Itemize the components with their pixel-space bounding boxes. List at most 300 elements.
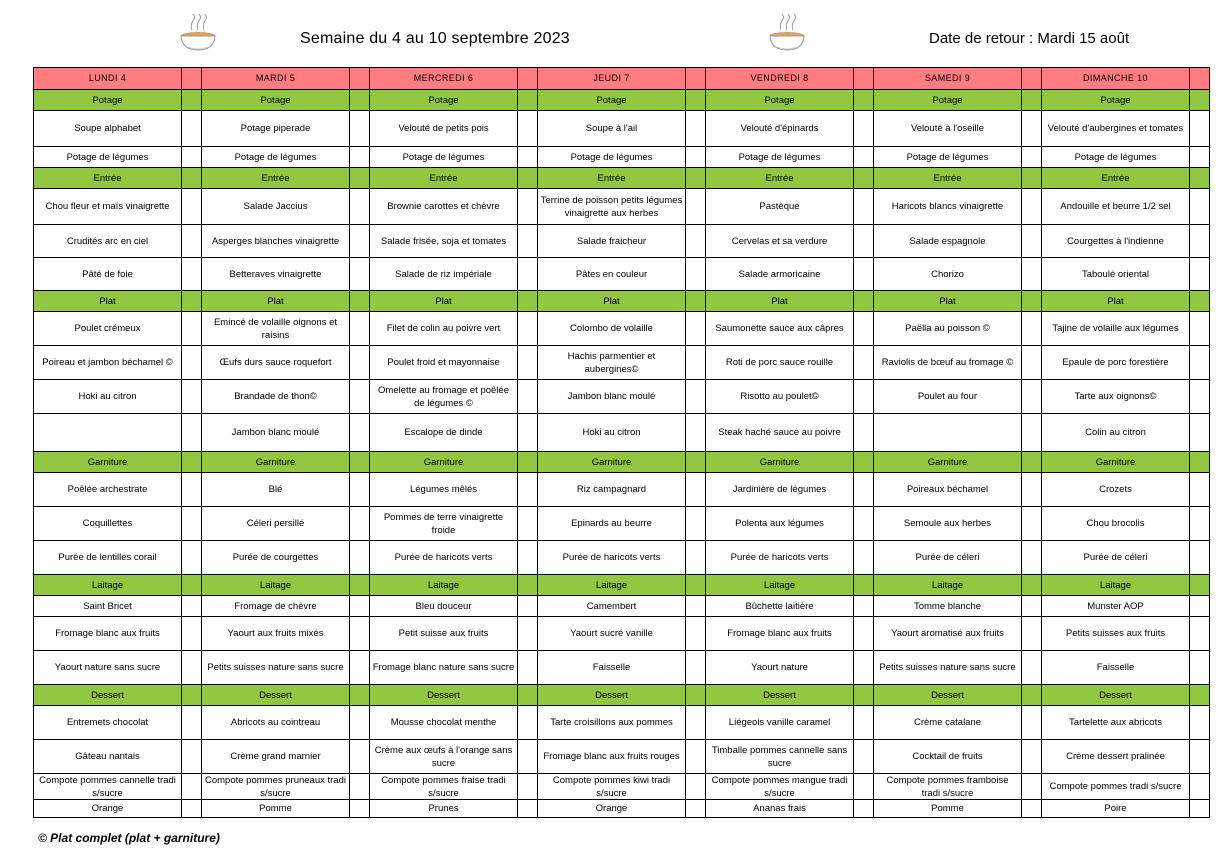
day-header-box	[854, 68, 874, 90]
menu-item-dessert: Tarte croisillons aux pommes	[538, 706, 686, 740]
category-header-garniture: Garniture	[370, 452, 518, 473]
check-box	[854, 346, 874, 380]
check-box	[1022, 740, 1042, 774]
menu-item-dessert: Tartelette aux abricots	[1042, 706, 1190, 740]
check-box	[518, 147, 538, 168]
check-box	[518, 312, 538, 346]
menu-item-dessert: Pomme	[874, 800, 1022, 818]
category-header-plat: Plat	[202, 291, 350, 312]
menu-item-dessert: Pomme	[202, 800, 350, 818]
check-box	[350, 617, 370, 651]
category-header-box	[182, 685, 202, 706]
menu-item-garniture: Crozets	[1042, 473, 1190, 507]
category-header-dessert: Dessert	[1042, 685, 1190, 706]
category-header-garniture: Garniture	[202, 452, 350, 473]
check-box	[1190, 800, 1210, 818]
day-header: SAMEDI 9	[874, 68, 1022, 90]
category-header-garniture: Garniture	[1042, 452, 1190, 473]
category-header-box	[182, 452, 202, 473]
check-box	[350, 312, 370, 346]
check-box	[686, 774, 706, 800]
menu-table	[33, 67, 1210, 818]
menu-item-plat: Colin au citron	[1042, 414, 1190, 452]
menu-item-garniture: Purée de haricots verts	[706, 541, 854, 575]
menu-item-garniture: Jardinière de légumes	[706, 473, 854, 507]
day-header: JEUDI 7	[538, 68, 686, 90]
day-header-box	[518, 68, 538, 90]
menu-item-dessert: Crème aux œufs à l'orange sans sucre	[370, 740, 518, 774]
menu-item-laitage: Fromage de chèvre	[202, 596, 350, 617]
check-box	[1190, 414, 1210, 452]
check-box	[1190, 651, 1210, 685]
check-box	[350, 541, 370, 575]
category-header-garniture: Garniture	[538, 452, 686, 473]
menu-item-plat: Hachis parmentier et aubergines©	[538, 346, 686, 380]
check-box	[518, 225, 538, 258]
category-header-box	[1190, 291, 1210, 312]
check-box	[182, 189, 202, 225]
category-header-dessert: Dessert	[706, 685, 854, 706]
check-box	[686, 473, 706, 507]
soup-bowl-icon	[767, 14, 807, 54]
menu-item-garniture: Purée de courgettes	[202, 541, 350, 575]
category-header-box	[1022, 685, 1042, 706]
check-box	[182, 706, 202, 740]
check-box	[1190, 740, 1210, 774]
check-box	[1190, 541, 1210, 575]
check-box	[518, 800, 538, 818]
check-box	[854, 507, 874, 541]
check-box	[686, 258, 706, 291]
check-box	[182, 507, 202, 541]
check-box	[854, 312, 874, 346]
check-box	[1190, 346, 1210, 380]
menu-item-potage: Velouté de petits pois	[370, 111, 518, 147]
check-box	[350, 706, 370, 740]
check-box	[518, 706, 538, 740]
check-box	[1190, 473, 1210, 507]
category-header-box	[686, 575, 706, 596]
check-box	[686, 189, 706, 225]
check-box	[1190, 706, 1210, 740]
menu-item-laitage: Tomme blanche	[874, 596, 1022, 617]
menu-item-dessert: Fromage blanc aux fruits rouges	[538, 740, 686, 774]
category-header-laitage: Laitage	[874, 575, 1022, 596]
menu-item-dessert: Timballe pommes cannelle sans sucre	[706, 740, 854, 774]
menu-item-garniture: Poêlée archestrate	[34, 473, 182, 507]
category-header-entree: Entrée	[706, 168, 854, 189]
category-header-plat: Plat	[1042, 291, 1190, 312]
check-box	[1022, 774, 1042, 800]
check-box	[182, 258, 202, 291]
menu-item-plat: Hoki au citron	[34, 380, 182, 414]
check-box	[350, 473, 370, 507]
category-header-box	[1190, 452, 1210, 473]
menu-item-plat: Brandade de thon©	[202, 380, 350, 414]
day-header-box	[1022, 68, 1042, 90]
category-header-potage: Potage	[538, 90, 686, 111]
menu-item-garniture: Chou brocolis	[1042, 507, 1190, 541]
menu-item-dessert: Compote pommes framboise tradi s/sucre	[874, 774, 1022, 800]
menu-item-potage: Potage de légumes	[370, 147, 518, 168]
menu-item-dessert: Gâteau nantais	[34, 740, 182, 774]
menu-item-laitage: Faisselle	[538, 651, 686, 685]
check-box	[686, 706, 706, 740]
menu-item-potage: Potage piperade	[202, 111, 350, 147]
category-header-box	[854, 291, 874, 312]
menu-item-entree: Pastèque	[706, 189, 854, 225]
menu-item-laitage: Faisselle	[1042, 651, 1190, 685]
menu-item-potage: Potage de légumes	[538, 147, 686, 168]
menu-item-laitage: Yaourt nature sans sucre	[34, 651, 182, 685]
menu-item-laitage: Petit suisse aux fruits	[370, 617, 518, 651]
menu-item-entree: Salade espagnole	[874, 225, 1022, 258]
check-box	[1190, 774, 1210, 800]
check-box	[350, 800, 370, 818]
category-header-plat: Plat	[370, 291, 518, 312]
menu-item-garniture: Pommes de terre vinaigrette froide	[370, 507, 518, 541]
category-header-box	[1022, 291, 1042, 312]
check-box	[1190, 380, 1210, 414]
check-box	[1190, 596, 1210, 617]
category-header-dessert: Dessert	[202, 685, 350, 706]
check-box	[1022, 617, 1042, 651]
check-box	[686, 651, 706, 685]
menu-item-plat: Epaule de porc forestière	[1042, 346, 1190, 380]
menu-item-laitage: Camembert	[538, 596, 686, 617]
menu-item-entree: Pâté de foie	[34, 258, 182, 291]
category-header-box	[686, 90, 706, 111]
check-box	[1022, 596, 1042, 617]
menu-item-plat: Œufs durs sauce roquefort	[202, 346, 350, 380]
category-header-box	[854, 452, 874, 473]
menu-item-laitage: Yaourt nature	[706, 651, 854, 685]
category-header-plat: Plat	[706, 291, 854, 312]
category-header-garniture: Garniture	[706, 452, 854, 473]
menu-item-plat: Steak haché sauce au poivre	[706, 414, 854, 452]
menu-item-garniture: Blé	[202, 473, 350, 507]
check-box	[350, 414, 370, 452]
menu-item-garniture: Epinards au beurre	[538, 507, 686, 541]
check-box	[518, 380, 538, 414]
menu-item-potage: Potage de légumes	[874, 147, 1022, 168]
category-header-laitage: Laitage	[1042, 575, 1190, 596]
category-header-box	[350, 90, 370, 111]
category-header-box	[518, 168, 538, 189]
menu-item-garniture: Purée de haricots verts	[538, 541, 686, 575]
menu-item-potage: Potage de légumes	[706, 147, 854, 168]
check-box	[350, 225, 370, 258]
check-box	[1190, 225, 1210, 258]
check-box	[182, 147, 202, 168]
menu-item-entree: Andouille et beurre 1/2 sel	[1042, 189, 1190, 225]
category-header-box	[350, 168, 370, 189]
menu-item-dessert: Crème catalane	[874, 706, 1022, 740]
menu-item-entree: Brownie carottes et chèvre	[370, 189, 518, 225]
check-box	[518, 740, 538, 774]
category-header-potage: Potage	[874, 90, 1022, 111]
menu-item-potage: Soupe à l'ail	[538, 111, 686, 147]
category-header-garniture: Garniture	[34, 452, 182, 473]
menu-item-plat: Poulet froid et mayonnaise	[370, 346, 518, 380]
menu-item-garniture: Riz campagnard	[538, 473, 686, 507]
check-box	[1190, 507, 1210, 541]
menu-item-garniture: Purée de lentilles corail	[34, 541, 182, 575]
menu-item-plat: Colombo de volaille	[538, 312, 686, 346]
category-header-dessert: Dessert	[874, 685, 1022, 706]
return-date: Date de retour : Mardi 15 août	[929, 30, 1130, 47]
menu-item-garniture: Légumes mêlés	[370, 473, 518, 507]
check-box	[854, 147, 874, 168]
day-header: VENDREDI 8	[706, 68, 854, 90]
category-header-potage: Potage	[370, 90, 518, 111]
category-header-entree: Entrée	[34, 168, 182, 189]
check-box	[350, 346, 370, 380]
check-box	[350, 189, 370, 225]
category-header-box	[1190, 90, 1210, 111]
check-box	[518, 258, 538, 291]
menu-item-laitage: Bûchette laitière	[706, 596, 854, 617]
menu-item-garniture: Semoule aux herbes	[874, 507, 1022, 541]
footnote: © Plat complet (plat + garniture)	[38, 831, 220, 845]
check-box	[686, 312, 706, 346]
menu-item-plat: Omelette au fromage et poêlée de légumes ©	[370, 380, 518, 414]
check-box	[854, 225, 874, 258]
check-box	[854, 473, 874, 507]
day-header-box	[182, 68, 202, 90]
menu-item-dessert: Compote pommes kiwi tradi s/sucre	[538, 774, 686, 800]
check-box	[518, 473, 538, 507]
check-box	[518, 651, 538, 685]
category-header-potage: Potage	[706, 90, 854, 111]
check-box	[1190, 258, 1210, 291]
menu-item-entree: Salade frisée, soja et tomates	[370, 225, 518, 258]
menu-item-entree: Crudités arc en ciel	[34, 225, 182, 258]
menu-item-plat: Raviolis de bœuf au fromage ©	[874, 346, 1022, 380]
category-header-box	[686, 291, 706, 312]
category-header-potage: Potage	[202, 90, 350, 111]
menu-item-laitage: Yaourt sucré vanille	[538, 617, 686, 651]
menu-item-laitage: Fromage blanc aux fruits	[706, 617, 854, 651]
menu-item-dessert: Crème dessert pralinée	[1042, 740, 1190, 774]
category-header-box	[182, 90, 202, 111]
menu-item-entree: Taboulé oriental	[1042, 258, 1190, 291]
check-box	[1022, 189, 1042, 225]
check-box	[1022, 380, 1042, 414]
check-box	[1022, 541, 1042, 575]
category-header-entree: Entrée	[874, 168, 1022, 189]
check-box	[854, 774, 874, 800]
check-box	[182, 225, 202, 258]
menu-item-plat: Tarte aux oignons©	[1042, 380, 1190, 414]
check-box	[182, 740, 202, 774]
check-box	[854, 189, 874, 225]
check-box	[854, 258, 874, 291]
check-box	[686, 541, 706, 575]
menu-item-entree: Terrine de poisson petits légumes vinaigrette aux herbes	[538, 189, 686, 225]
check-box	[1022, 414, 1042, 452]
day-header: MARDI 5	[202, 68, 350, 90]
check-box	[1190, 617, 1210, 651]
check-box	[182, 346, 202, 380]
category-header-box	[350, 452, 370, 473]
menu-item-plat: Poireau et jambon béchamel ©	[34, 346, 182, 380]
check-box	[350, 651, 370, 685]
check-box	[518, 774, 538, 800]
category-header-laitage: Laitage	[538, 575, 686, 596]
check-box	[1022, 651, 1042, 685]
menu-item-dessert: Orange	[34, 800, 182, 818]
menu-item-plat	[874, 414, 1022, 452]
menu-item-entree: Salade Jaccius	[202, 189, 350, 225]
check-box	[1190, 189, 1210, 225]
check-box	[854, 541, 874, 575]
category-header-dessert: Dessert	[34, 685, 182, 706]
check-box	[182, 541, 202, 575]
menu-item-entree: Haricots blancs vinaigrette	[874, 189, 1022, 225]
menu-item-garniture: Purée de céleri	[1042, 541, 1190, 575]
check-box	[1022, 706, 1042, 740]
check-box	[518, 189, 538, 225]
category-header-entree: Entrée	[1042, 168, 1190, 189]
check-box	[1190, 147, 1210, 168]
menu-item-dessert: Compote pommes tradi s/sucre	[1042, 774, 1190, 800]
check-box	[350, 596, 370, 617]
check-box	[854, 414, 874, 452]
check-box	[350, 258, 370, 291]
category-header-box	[518, 452, 538, 473]
check-box	[1190, 111, 1210, 147]
check-box	[686, 800, 706, 818]
menu-item-dessert: Crème grand marnier	[202, 740, 350, 774]
menu-item-entree: Pâtes en couleur	[538, 258, 686, 291]
check-box	[686, 414, 706, 452]
menu-item-potage: Potage de légumes	[202, 147, 350, 168]
check-box	[350, 740, 370, 774]
check-box	[350, 147, 370, 168]
check-box	[350, 774, 370, 800]
category-header-box	[1190, 168, 1210, 189]
category-header-box	[1022, 575, 1042, 596]
menu-item-plat: Jambon blanc moulé	[202, 414, 350, 452]
menu-item-dessert: Ananas frais	[706, 800, 854, 818]
menu-item-plat: Tajine de volaille aux légumes	[1042, 312, 1190, 346]
menu-item-plat: Escalope de dinde	[370, 414, 518, 452]
check-box	[1022, 111, 1042, 147]
check-box	[854, 706, 874, 740]
check-box	[350, 507, 370, 541]
category-header-potage: Potage	[34, 90, 182, 111]
check-box	[854, 617, 874, 651]
check-box	[518, 414, 538, 452]
menu-item-plat: Poulet au four	[874, 380, 1022, 414]
menu-item-potage: Velouté à l'oseille	[874, 111, 1022, 147]
menu-item-plat: Emincé de volaille oignons et raisins	[202, 312, 350, 346]
category-header-box	[686, 168, 706, 189]
check-box	[1022, 147, 1042, 168]
menu-item-potage: Velouté d'aubergines et tomates	[1042, 111, 1190, 147]
menu-item-dessert: Mousse chocolat menthe	[370, 706, 518, 740]
check-box	[686, 147, 706, 168]
category-header-box	[854, 90, 874, 111]
category-header-box	[1022, 168, 1042, 189]
check-box	[686, 740, 706, 774]
check-box	[182, 596, 202, 617]
menu-item-dessert: Compote pommes cannelle tradi s/sucre	[34, 774, 182, 800]
menu-item-dessert: Compote pommes fraise tradi s/sucre	[370, 774, 518, 800]
menu-item-plat: Poulet crémeux	[34, 312, 182, 346]
category-header-plat: Plat	[874, 291, 1022, 312]
menu-item-laitage: Petits suisses nature sans sucre	[202, 651, 350, 685]
menu-item-entree: Salade de riz impériale	[370, 258, 518, 291]
menu-item-entree: Chorizo	[874, 258, 1022, 291]
menu-item-dessert: Cocktail de fruits	[874, 740, 1022, 774]
category-header-garniture: Garniture	[874, 452, 1022, 473]
menu-item-dessert: Liégeois vanille caramel	[706, 706, 854, 740]
menu-item-plat: Saumonette sauce aux câpres	[706, 312, 854, 346]
menu-item-entree: Chou fleur et maïs vinaigrette	[34, 189, 182, 225]
menu-item-laitage: Saint Bricet	[34, 596, 182, 617]
category-header-box	[518, 90, 538, 111]
check-box	[686, 617, 706, 651]
menu-item-potage: Potage de légumes	[1042, 147, 1190, 168]
category-header-dessert: Dessert	[538, 685, 686, 706]
menu-item-entree: Salade fraicheur	[538, 225, 686, 258]
category-header-dessert: Dessert	[370, 685, 518, 706]
menu-item-dessert: Compote pommes pruneaux tradi s/sucre	[202, 774, 350, 800]
day-header-box	[350, 68, 370, 90]
check-box	[518, 111, 538, 147]
day-header-box	[686, 68, 706, 90]
page-title: Semaine du 4 au 10 septembre 2023	[300, 30, 570, 47]
category-header-box	[686, 685, 706, 706]
category-header-box	[1190, 685, 1210, 706]
category-header-box	[350, 575, 370, 596]
check-box	[1022, 800, 1042, 818]
category-header-box	[518, 575, 538, 596]
menu-item-dessert: Compote pommes mangue tradi s/sucre	[706, 774, 854, 800]
menu-item-garniture: Poireaux béchamel	[874, 473, 1022, 507]
category-header-box	[1190, 575, 1210, 596]
category-header-potage: Potage	[1042, 90, 1190, 111]
category-header-entree: Entrée	[370, 168, 518, 189]
check-box	[182, 111, 202, 147]
menu-item-laitage: Munster AOP	[1042, 596, 1190, 617]
menu-item-potage: Soupe alphabet	[34, 111, 182, 147]
check-box	[350, 380, 370, 414]
menu-item-entree: Courgettes à l'indienne	[1042, 225, 1190, 258]
soup-bowl-icon	[178, 14, 218, 54]
check-box	[182, 414, 202, 452]
menu-item-garniture: Purée de haricots verts	[370, 541, 518, 575]
check-box	[854, 651, 874, 685]
check-box	[518, 507, 538, 541]
menu-item-plat: Jambon blanc moulé	[538, 380, 686, 414]
check-box	[686, 346, 706, 380]
menu-item-laitage: Yaourt aromatisé aux fruits	[874, 617, 1022, 651]
category-header-box	[518, 685, 538, 706]
day-header: LUNDI 4	[34, 68, 182, 90]
menu-item-entree: Cervelas et sa verdure	[706, 225, 854, 258]
category-header-box	[854, 168, 874, 189]
menu-item-dessert: Prunes	[370, 800, 518, 818]
menu-item-dessert: Abricots au cointreau	[202, 706, 350, 740]
menu-item-laitage: Petits suisses nature sans sucre	[874, 651, 1022, 685]
category-header-laitage: Laitage	[202, 575, 350, 596]
check-box	[518, 596, 538, 617]
day-header-box	[1190, 68, 1210, 90]
category-header-laitage: Laitage	[370, 575, 518, 596]
